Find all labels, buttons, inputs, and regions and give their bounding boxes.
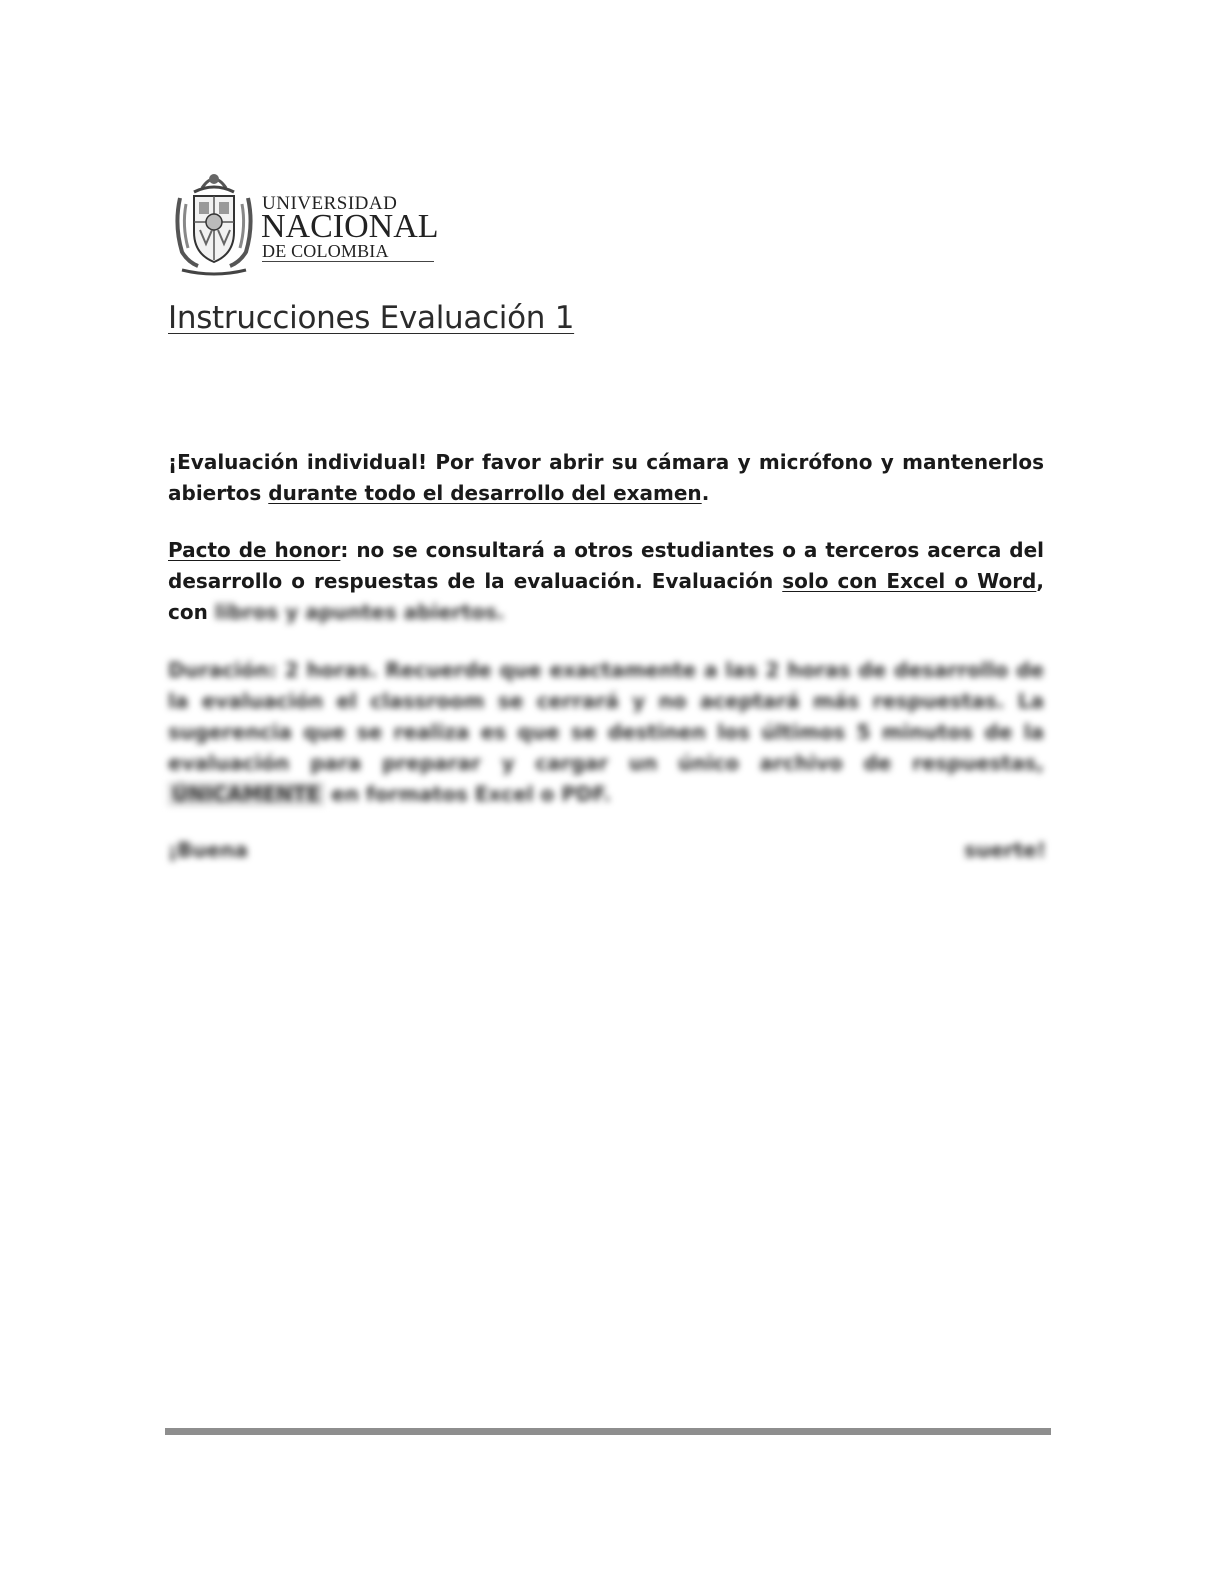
p3-highlighted: ÚNICAMENTE (168, 782, 324, 806)
paragraph-honor-pact (168, 535, 1044, 628)
closing-right: suerte! (964, 838, 1046, 862)
p2-underlined-a: Pacto de honor (168, 538, 341, 562)
p2-text-a: : no se consultará a otros estudiantes o a terceros acerca del desarrollo o respuestas de la evaluación. Evaluación (168, 538, 1045, 593)
coat-of-arms-icon (172, 170, 256, 278)
page-title: Instrucciones Evaluación 1 (168, 300, 575, 336)
p2-underlined-b: solo con Excel o Word (782, 569, 1037, 593)
paragraph-duration (168, 655, 1044, 810)
p1-text-a: ¡Evaluación individual! Por favor abrir su cámara y micrófono y mantenerlos abiertos (168, 450, 1044, 505)
logo-line-de-colombia: DE COLOMBIA (262, 241, 389, 261)
paragraph-individual-evaluation (168, 447, 1044, 509)
closing-left: ¡Buena (168, 838, 248, 862)
university-logo (172, 170, 442, 280)
p2-blurred-text: libros y apuntes abiertos. (214, 600, 505, 624)
p1-text-b: . (701, 481, 710, 505)
logo-rule (262, 261, 434, 262)
logo-line-universidad: UNIVERSIDAD (262, 193, 398, 214)
p3-text-b: en formatos Excel o PDF. (324, 782, 611, 806)
p2-text-b: , con (168, 569, 1044, 624)
p1-underlined: durante todo el desarrollo del examen (268, 481, 702, 505)
p3-text-a: Duración: 2 horas. Recuerde que exactamente a las 2 horas de desarrollo de la evaluación el classroom se cerrará y no aceptará más respuestas. La sugerencia que se realiza es que se destinen los últimos 5 minutos de la evaluación para preparar y cargar un único archivo de respuestas, (168, 658, 1044, 775)
logo-line-nacional: NACIONAL (261, 208, 439, 245)
footer-divider (165, 1428, 1051, 1435)
